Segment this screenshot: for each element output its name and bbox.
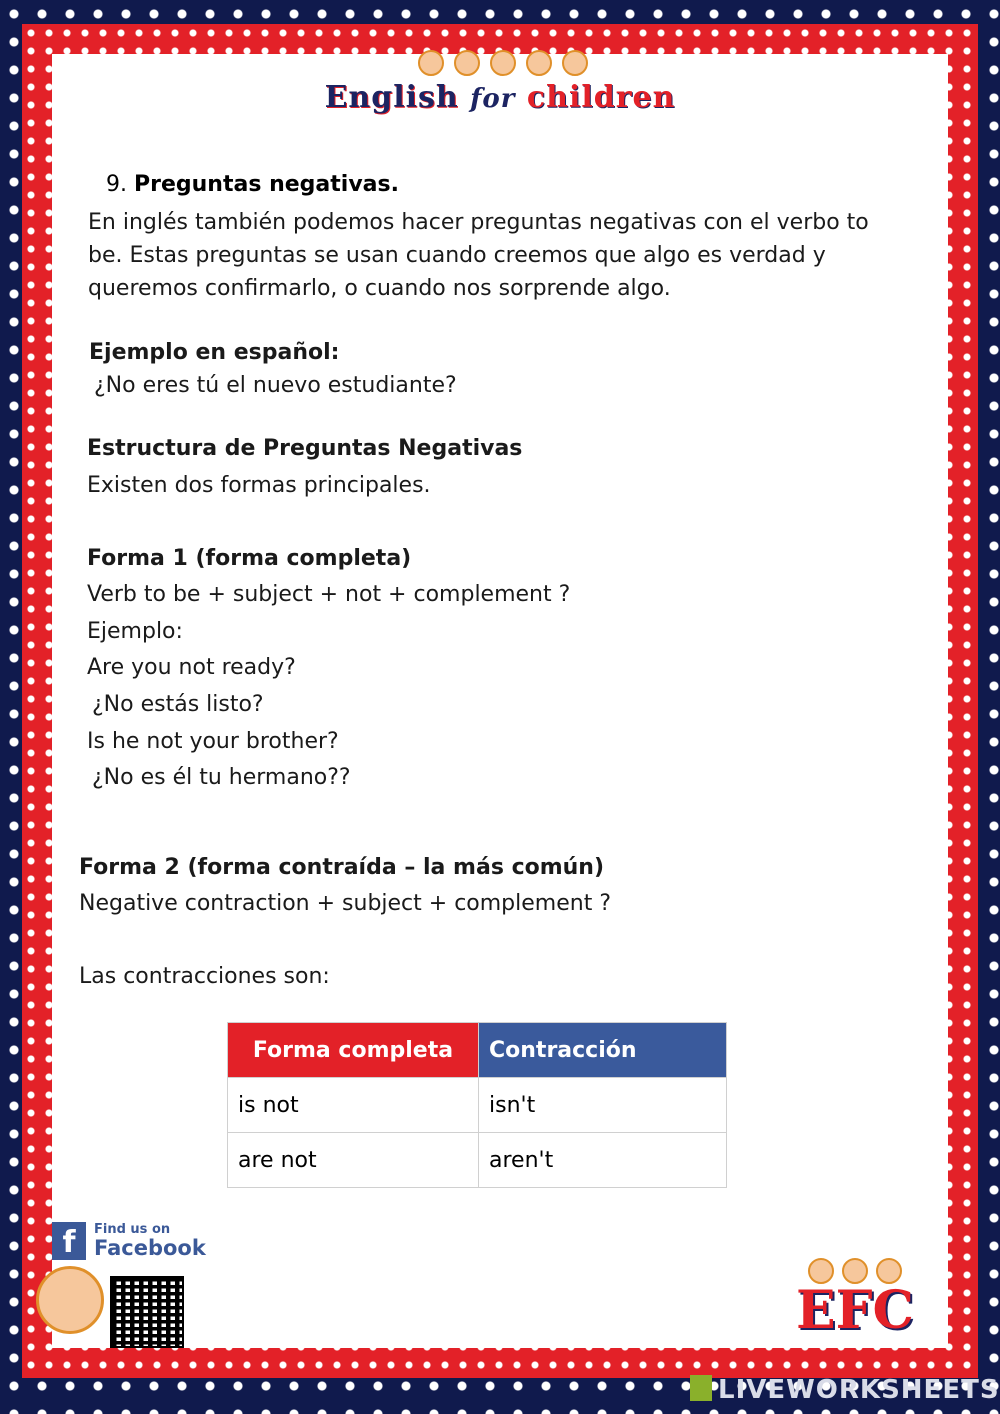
table-cell: isn't xyxy=(479,1078,727,1133)
example-es-text: ¿No eres tú el nuevo estudiante? xyxy=(94,373,457,398)
table-header-row xyxy=(228,1023,727,1078)
table-cell: are not xyxy=(228,1133,479,1188)
table-row xyxy=(228,1133,727,1188)
form1-heading: Forma 1 (forma completa) xyxy=(87,546,412,571)
form2-formula: Negative contraction + subject + complement ? xyxy=(79,891,611,916)
header-word-english: English xyxy=(324,80,459,115)
section-title: Preguntas negativas. xyxy=(134,172,399,197)
table-row xyxy=(228,1078,727,1133)
section-intro: En inglés también podemos hacer preguntas negativas con el verbo to be. Estas preguntas se usan cuando creemos que algo es verdad y queremos confirmarlo, o cuando nos sorprende algo. xyxy=(88,210,869,301)
table-cell: aren't xyxy=(479,1133,727,1188)
efc-logo: EFC xyxy=(796,1280,914,1341)
qr-code[interactable] xyxy=(110,1276,184,1348)
form1-example1-en: Are you not ready? xyxy=(87,655,296,680)
section-heading xyxy=(106,172,399,197)
contractions-table xyxy=(227,1022,727,1188)
form1-formula: Verb to be + subject + not + complement ? xyxy=(87,582,571,607)
table-cell: is not xyxy=(228,1078,479,1133)
section-number: 9. xyxy=(106,172,127,197)
facebook-icon: f xyxy=(52,1222,86,1260)
form1-example2-es: ¿No es él tu hermano?? xyxy=(92,765,351,790)
form1-example-label: Ejemplo: xyxy=(87,619,183,644)
girl-illustration xyxy=(36,1266,104,1334)
liveworksheets-logo-icon xyxy=(690,1375,712,1401)
facebook-label: Facebook xyxy=(94,1236,206,1260)
facebook-find-text: Find us on xyxy=(94,1222,171,1237)
structure-text: Existen dos formas principales. xyxy=(87,473,431,498)
form2-heading: Forma 2 (forma contraída – la más común) xyxy=(79,855,605,880)
header-word-children: children xyxy=(526,80,676,115)
form1-example1-es: ¿No estás listo? xyxy=(92,692,264,717)
table-header-contraction: Contracción xyxy=(479,1023,727,1078)
header-word-for: for xyxy=(470,84,516,114)
example-es-heading: Ejemplo en español: xyxy=(89,340,340,365)
page-header-title xyxy=(52,80,948,115)
table-header-full: Forma completa xyxy=(228,1023,479,1078)
contractions-label: Las contracciones son: xyxy=(79,964,330,989)
watermark-text: LIVEWORKSHEETS xyxy=(718,1375,1000,1405)
form1-example2-en: Is he not your brother? xyxy=(87,729,339,754)
worksheet-page xyxy=(52,54,948,1348)
liveworksheets-watermark xyxy=(690,1375,1000,1405)
structure-heading: Estructura de Preguntas Negativas xyxy=(87,436,523,461)
